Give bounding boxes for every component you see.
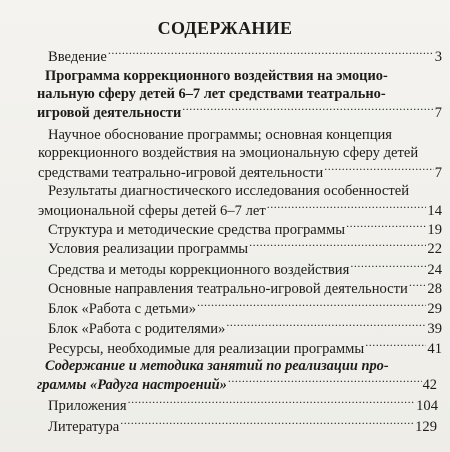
toc-page-number: 29 <box>427 300 442 317</box>
toc-entry-title: Научное обоснование программы; основная концепция <box>48 127 393 143</box>
toc-entry <box>48 298 442 318</box>
toc-entry-title: Результаты диагностического исследования особенностей <box>48 183 410 199</box>
dot-leader <box>267 200 427 215</box>
toc-entry-title: Содержание и методика занятий по реализации про- <box>45 358 389 374</box>
toc-entry-title: средствами театрально-игровой деятельности <box>38 164 324 181</box>
toc-entry <box>48 238 442 258</box>
toc-page-number: 41 <box>427 340 442 357</box>
toc-entry <box>48 338 442 358</box>
toc-page-number: 129 <box>415 418 437 435</box>
toc-page-number: 7 <box>434 164 442 181</box>
toc-entry <box>38 182 442 220</box>
toc-page-number: 22 <box>427 240 442 257</box>
page-title: СОДЕРЖАНИЕ <box>157 18 293 38</box>
dot-leader <box>346 219 426 234</box>
dot-leader <box>350 259 426 274</box>
toc-entry-title: нальную сферу детей 6–7 лет средствами театрально- <box>37 86 386 102</box>
dot-leader <box>228 375 422 389</box>
toc-entry-title: эмоциональной сферы детей 6–7 лет <box>38 202 266 219</box>
toc-entry-title: Введение <box>48 48 107 65</box>
toc-entry-title: граммы «Радуга настроений» <box>37 377 227 394</box>
dot-leader <box>128 395 416 410</box>
dot-leader <box>120 416 414 431</box>
toc-entry-title: Литература <box>48 418 120 435</box>
toc-page-number: 19 <box>427 221 442 238</box>
toc-entry-title: Приложения <box>48 397 127 414</box>
dot-leader <box>365 338 426 353</box>
toc-entry <box>48 416 437 436</box>
toc-page-number: 28 <box>427 280 442 297</box>
toc-section-heading <box>37 357 437 394</box>
toc-entry-title: коррекционного воздействия на эмоциональную сферу детей <box>38 145 419 161</box>
toc-entry-title: Основные направления театрально-игровой деятельности <box>48 280 408 297</box>
dot-leader <box>226 318 426 333</box>
dot-leader <box>324 162 434 177</box>
toc-entry-title: игровой деятельности <box>37 105 182 122</box>
toc-page-number: 104 <box>416 397 438 414</box>
toc-section-heading <box>37 67 442 122</box>
toc-entry-title: Условия реализации программы <box>48 240 249 257</box>
dot-leader <box>197 298 426 313</box>
dot-leader <box>409 278 427 293</box>
toc-page-number: 3 <box>434 48 442 65</box>
toc-entry-title: Блок «Работа с родителями» <box>48 320 226 337</box>
toc-entry-title: Структура и методические средства программы <box>48 221 346 238</box>
toc-entry-title: Блок «Работа с детьми» <box>48 300 197 317</box>
toc-entry-title: Средства и методы коррекционного воздействия <box>48 261 350 278</box>
toc-entry <box>48 395 438 415</box>
toc-page-number: 39 <box>427 320 442 337</box>
dot-leader <box>108 46 434 61</box>
toc-page-number: 42 <box>422 377 437 394</box>
toc-entry <box>38 126 442 182</box>
toc-entry <box>48 278 442 298</box>
toc-entry-title: Ресурсы, необходимые для реализации программы <box>48 340 365 357</box>
toc-entry-title: Программа коррекционного воздействия на эмоцио- <box>45 68 388 84</box>
toc-entry <box>48 219 442 239</box>
dot-leader <box>249 238 426 253</box>
toc-page-number: 24 <box>427 261 442 278</box>
toc-entry <box>48 46 442 66</box>
toc-page-number: 14 <box>427 202 442 219</box>
toc-entry <box>48 259 442 279</box>
dot-leader <box>182 103 434 117</box>
toc-entry <box>48 318 442 338</box>
toc-page-number: 7 <box>434 105 442 122</box>
